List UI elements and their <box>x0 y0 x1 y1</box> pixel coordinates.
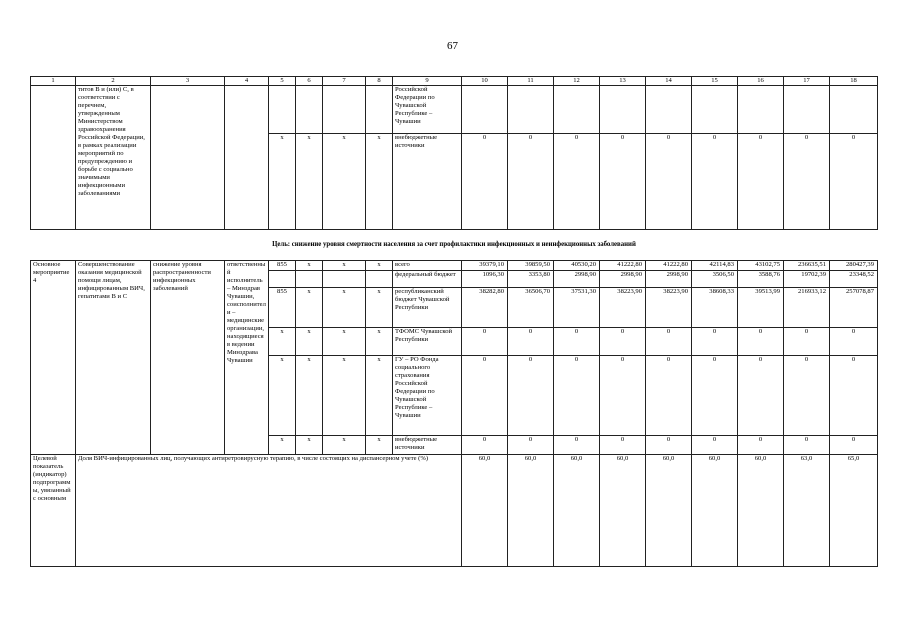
page-number: 67 <box>447 40 458 52</box>
value-cell: 0 <box>830 328 878 356</box>
value-cell: 0 <box>600 356 646 436</box>
code-cell: х <box>366 288 393 328</box>
code-cell: х <box>296 288 323 328</box>
cont-source-name: внебюджетные источники <box>393 134 462 230</box>
mark-cell: х <box>269 134 296 230</box>
column-number: 18 <box>830 77 878 86</box>
value-cell: 39379,10 <box>462 261 508 271</box>
value-cell: 19702,39 <box>784 271 830 288</box>
funding-source: республиканский бюджет Чувашской Республики <box>393 288 462 328</box>
value-cell: 0 <box>738 356 784 436</box>
column-number: 9 <box>393 77 462 86</box>
code-cell: 855 <box>269 288 296 328</box>
value-cell: 37531,30 <box>554 288 600 328</box>
code-cell: х <box>323 356 366 436</box>
value-cell: 0 <box>600 134 646 230</box>
funding-source: федеральный бюджет <box>393 271 462 288</box>
value-cell: 3353,80 <box>508 271 554 288</box>
value-cell: 0 <box>738 436 784 455</box>
value-cell: 0 <box>508 356 554 436</box>
mark-cell: х <box>323 134 366 230</box>
column-number: 6 <box>296 77 323 86</box>
column-number: 17 <box>784 77 830 86</box>
value-cell: 0 <box>738 328 784 356</box>
code-cell <box>323 271 366 288</box>
value-cell: 216933,12 <box>784 288 830 328</box>
indicator-value: 60,0 <box>692 455 738 567</box>
value-cell: 0 <box>738 134 784 230</box>
funding-source: ТФОМС Чувашской Республики <box>393 328 462 356</box>
value-cell: 0 <box>646 328 692 356</box>
cont-col4 <box>225 86 269 230</box>
value-cell: 2998,90 <box>554 271 600 288</box>
value-cell: 2998,90 <box>600 271 646 288</box>
column-number: 12 <box>554 77 600 86</box>
value-cell: 38282,80 <box>462 288 508 328</box>
cont-col3 <box>151 86 225 230</box>
value-cell: 280427,39 <box>830 261 878 271</box>
indicator-value: 60,0 <box>462 455 508 567</box>
value-cell: 39513,99 <box>738 288 784 328</box>
value-cell: 0 <box>508 328 554 356</box>
code-cell <box>366 271 393 288</box>
value-cell: 0 <box>692 356 738 436</box>
value-cell: 0 <box>462 436 508 455</box>
mark-cell: х <box>366 134 393 230</box>
column-number: 2 <box>76 77 151 86</box>
column-number: 8 <box>366 77 393 86</box>
indicator-value: 60,0 <box>554 455 600 567</box>
value-cell: 0 <box>554 328 600 356</box>
indicator-title: Целевой показатель (индикатор) подпрограммы, увязанный с основным <box>31 455 76 567</box>
value-cell: 0 <box>554 436 600 455</box>
value-cell: 23348,52 <box>830 271 878 288</box>
code-cell: х <box>269 328 296 356</box>
value-cell: 257078,87 <box>830 288 878 328</box>
code-cell: х <box>296 261 323 271</box>
code-cell: х <box>366 436 393 455</box>
column-number: 1 <box>31 77 76 86</box>
indicator-value: 60,0 <box>508 455 554 567</box>
goal-row <box>31 230 878 261</box>
value-cell: 40530,20 <box>554 261 600 271</box>
column-number: 10 <box>462 77 508 86</box>
value-cell: 41222,80 <box>646 261 692 271</box>
value-cell: 0 <box>508 134 554 230</box>
cont-col1 <box>31 86 76 230</box>
code-cell: х <box>296 356 323 436</box>
value-cell: 0 <box>784 356 830 436</box>
value-cell: 3506,50 <box>692 271 738 288</box>
value-cell: 0 <box>600 328 646 356</box>
code-cell: 855 <box>269 261 296 271</box>
funding-source: ГУ – РО Фонда социального страхования Российской Федерации по Чувашской Республике – Чувашии <box>393 356 462 436</box>
indicator-value: 60,0 <box>738 455 784 567</box>
value-cell: 0 <box>508 436 554 455</box>
column-number: 16 <box>738 77 784 86</box>
code-cell: х <box>323 261 366 271</box>
value-cell: 38608,33 <box>692 288 738 328</box>
value-cell: 0 <box>600 436 646 455</box>
value-cell: 0 <box>692 436 738 455</box>
indicator-row <box>31 455 878 567</box>
code-cell: х <box>323 436 366 455</box>
code-cell: х <box>366 261 393 271</box>
column-number: 14 <box>646 77 692 86</box>
cont-description: титов В и (или) С, в соответствии с перечнем, утвержденным Министерством здравоохранения Российской Федерации, в рамках реализации мероприятий по предупреждению и борьбе с социально значимыми инфекционными заболеваниями <box>76 86 151 230</box>
value-cell: 236635,51 <box>784 261 830 271</box>
code-cell: х <box>269 436 296 455</box>
column-number: 13 <box>600 77 646 86</box>
value-cell: 0 <box>462 328 508 356</box>
indicator-value: 60,0 <box>646 455 692 567</box>
mark-cell: х <box>296 134 323 230</box>
value-cell: 38223,90 <box>600 288 646 328</box>
column-number-row <box>31 77 878 86</box>
code-cell: х <box>366 328 393 356</box>
value-cell: 0 <box>462 134 508 230</box>
value-cell: 0 <box>784 328 830 356</box>
column-number: 3 <box>151 77 225 86</box>
code-cell <box>296 271 323 288</box>
value-cell: 0 <box>646 356 692 436</box>
code-cell: х <box>366 356 393 436</box>
value-cell: 0 <box>554 134 600 230</box>
value-cell: 0 <box>692 328 738 356</box>
cont-source-name: Российской Федерации по Чувашской Республике – Чувашии <box>393 86 462 134</box>
event-row <box>31 261 878 271</box>
column-number: 15 <box>692 77 738 86</box>
funding-source: внебюджетные источники <box>393 436 462 455</box>
column-number: 4 <box>225 77 269 86</box>
funding-source: всего <box>393 261 462 271</box>
indicator-value: 63,0 <box>784 455 830 567</box>
code-cell <box>269 271 296 288</box>
column-number: 5 <box>269 77 296 86</box>
value-cell: 0 <box>784 134 830 230</box>
event-title: Основное мероприятие 4 <box>31 261 76 455</box>
value-cell: 3588,76 <box>738 271 784 288</box>
column-number: 7 <box>323 77 366 86</box>
value-cell: 0 <box>830 356 878 436</box>
continuation-row <box>31 86 878 134</box>
column-number: 11 <box>508 77 554 86</box>
program-table-wrapper <box>30 76 877 567</box>
value-cell: 41222,80 <box>600 261 646 271</box>
value-cell: 0 <box>784 436 830 455</box>
indicator-text: Доля ВИЧ-инфицированных лиц, получающих антиретровирусную терапию, в числе состоящих на диспансерном учете (%) <box>76 455 462 567</box>
value-cell: 42114,83 <box>692 261 738 271</box>
value-cell: 38223,90 <box>646 288 692 328</box>
indicator-value: 60,0 <box>600 455 646 567</box>
value-cell: 0 <box>692 134 738 230</box>
indicator-value: 65,0 <box>830 455 878 567</box>
value-cell: 2998,90 <box>646 271 692 288</box>
code-cell: х <box>296 436 323 455</box>
value-cell: 36506,70 <box>508 288 554 328</box>
value-cell: 43102,75 <box>738 261 784 271</box>
value-cell: 0 <box>830 134 878 230</box>
value-cell: 1096,30 <box>462 271 508 288</box>
goal-heading: Цель: снижение уровня смертности населения за счет профилактики инфекционных и неинфекционных заболеваний <box>31 230 878 261</box>
event-executor: ответственный исполнитель – Минздрав Чувашии, соисполнители – медицинские организации, находящиеся в ведении Минздрава Чувашии <box>225 261 269 455</box>
code-cell: х <box>296 328 323 356</box>
value-cell: 0 <box>646 134 692 230</box>
program-table <box>30 76 878 567</box>
code-cell: х <box>269 356 296 436</box>
value-cell: 0 <box>462 356 508 436</box>
value-cell: 0 <box>646 436 692 455</box>
event-description: Совершенствование оказания медицинской помощи лицам, инфицированным ВИЧ, гепатитами В и С <box>76 261 151 455</box>
value-cell: 0 <box>830 436 878 455</box>
event-expected-result: снижение уровня распространенности инфекционных заболеваний <box>151 261 225 455</box>
value-cell: 0 <box>554 356 600 436</box>
code-cell: х <box>323 288 366 328</box>
value-cell: 39859,50 <box>508 261 554 271</box>
code-cell: х <box>323 328 366 356</box>
